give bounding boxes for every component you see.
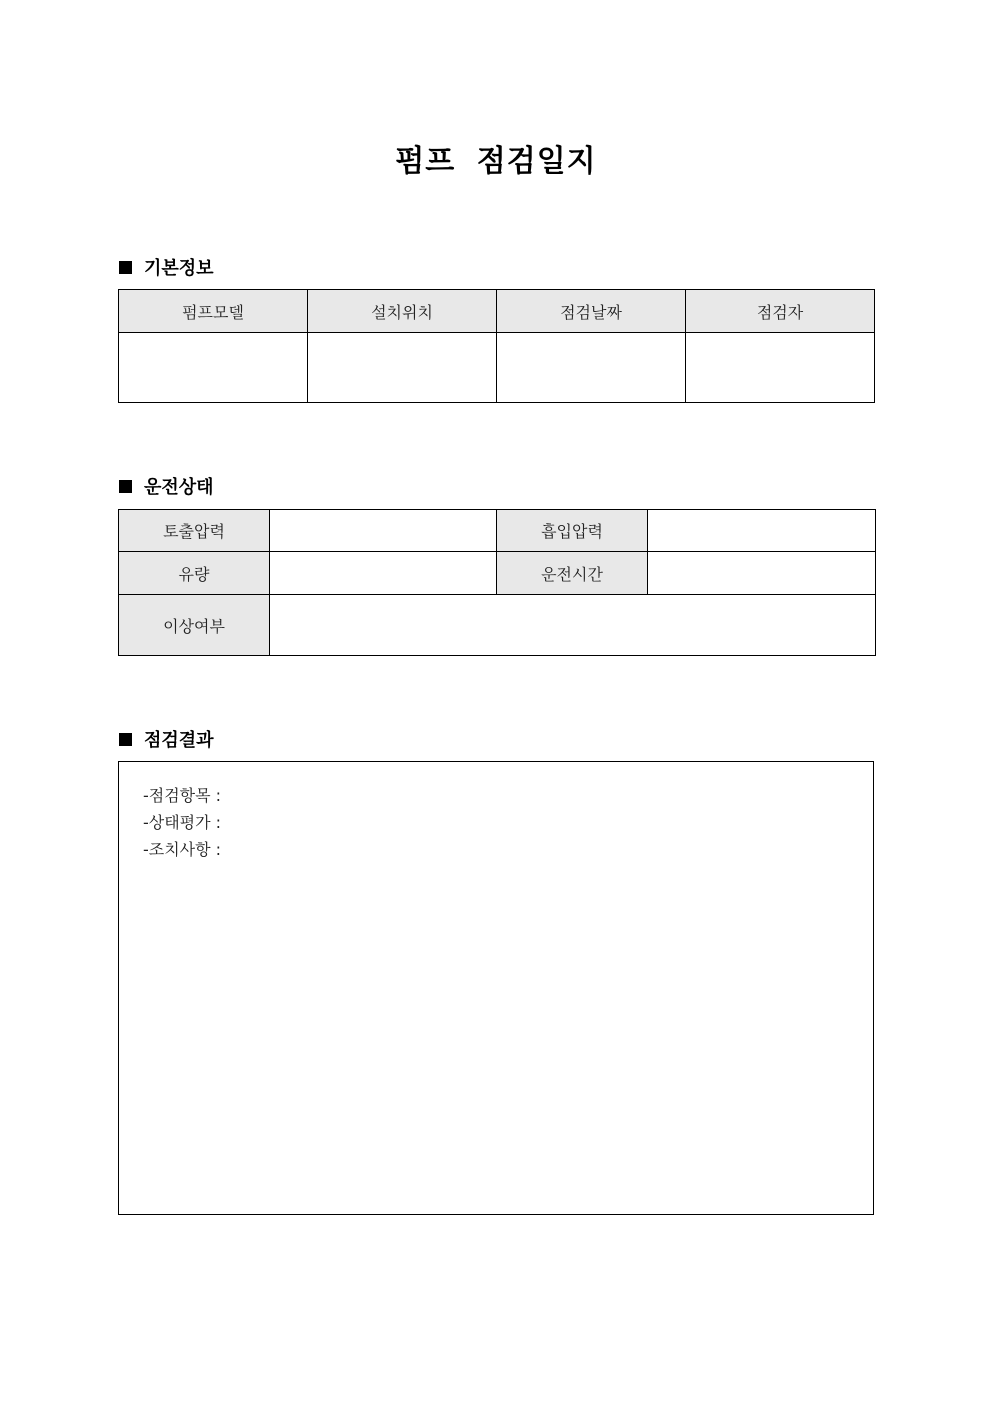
section-heading-basic-info [119,254,214,280]
page-title: 펌프 점검일지 [395,144,597,179]
condition-evaluation-line: -상태평가 : [143,813,222,832]
flow-rate-field[interactable] [270,552,497,595]
pump-model-field[interactable] [119,333,308,403]
basic-info-table [118,289,875,403]
header-inspection-date: 점검날짜 [497,290,686,333]
operation-status-table [118,509,876,656]
label-suction-pressure: 흡입압력 [497,510,648,552]
section-heading-operation-status [119,473,214,499]
inspector-field[interactable] [686,333,875,403]
square-bullet-icon [119,261,132,274]
discharge-pressure-field[interactable] [270,510,497,552]
section-heading-inspection-result [119,726,214,752]
section-title: 기본정보 [144,258,214,279]
header-inspector: 점검자 [686,290,875,333]
action-taken-line: -조치사항 : [143,840,222,859]
label-abnormality: 이상여부 [119,595,270,656]
label-flow-rate: 유량 [119,552,270,595]
square-bullet-icon [119,733,132,746]
header-pump-model: 펌프모델 [119,290,308,333]
inspection-result-box[interactable] [118,761,874,1215]
inspection-result-lines [143,782,221,863]
inspection-date-field[interactable] [497,333,686,403]
install-location-field[interactable] [308,333,497,403]
label-operating-time: 운전시간 [497,552,648,595]
inspection-items-line: -점검항목 : [143,786,222,805]
operating-time-field[interactable] [648,552,876,595]
section-title: 운전상태 [144,477,214,498]
abnormality-field[interactable] [270,595,876,656]
suction-pressure-field[interactable] [648,510,876,552]
section-title: 점검결과 [144,730,214,751]
square-bullet-icon [119,480,132,493]
label-discharge-pressure: 토출압력 [119,510,270,552]
header-install-location: 설치위치 [308,290,497,333]
